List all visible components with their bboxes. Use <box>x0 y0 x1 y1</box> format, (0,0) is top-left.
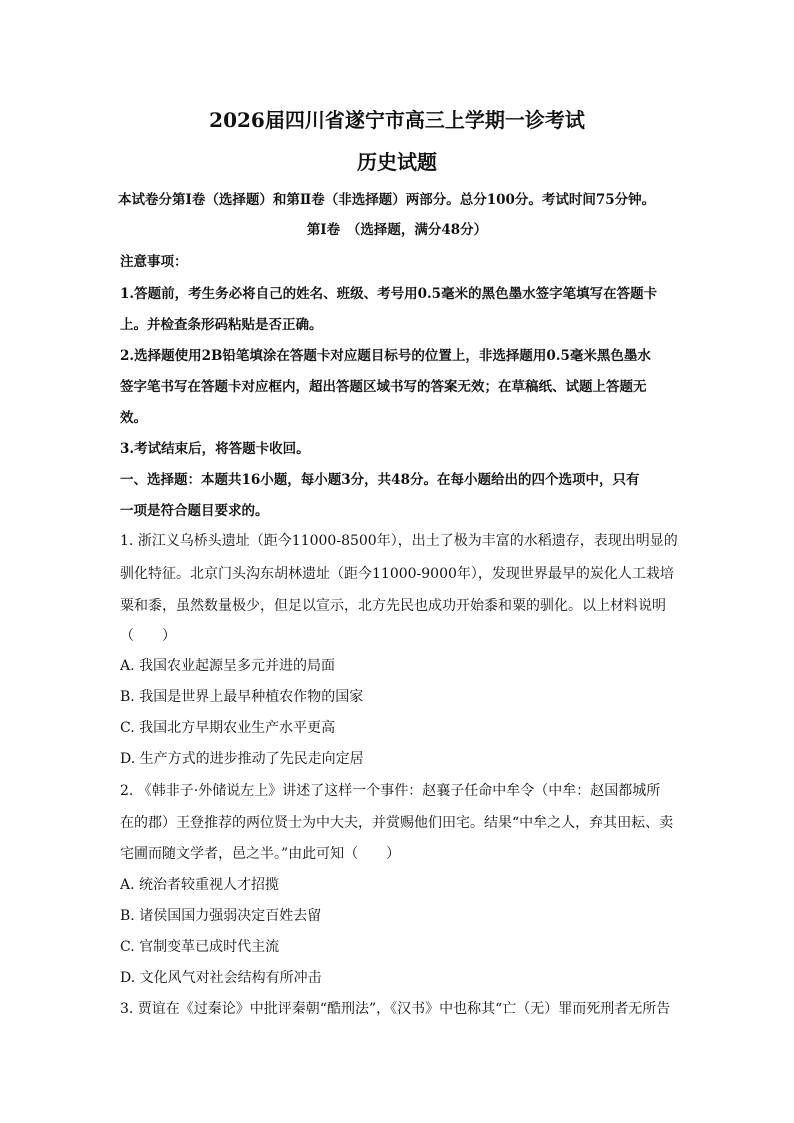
question-1-option-b: B. 我国是世界上最早种植农作物的国家 <box>120 689 364 705</box>
exam-info: 本试卷分第Ⅰ卷（选择题）和第Ⅱ卷（非选择题）两部分。总分100分。考试时间75分钟。 <box>118 192 656 208</box>
question-2-option-a: A. 统治者较重视人才招揽 <box>120 877 280 893</box>
section-title: 第Ⅰ卷 （选择题，满分48分） <box>306 222 488 238</box>
question-1-option-a: A. 我国农业起源呈多元并进的局面 <box>120 658 336 674</box>
question-2-line-2: 在的郡）王登推荐的两位贤士为中大夫，并赏赐他们田宅。结果“中牟之人，弃其田耘、卖 <box>120 815 674 831</box>
notes-heading: 注意事项： <box>120 254 188 270</box>
question-2-line-1: 2. 《韩非子·外储说左上》讲述了这样一个事件：赵襄子任命中牟令（中牟：赵国都城所 <box>120 783 661 799</box>
note-1-line-1: 1.答题前，考生务必将自己的姓名、班级、考号用0.5毫米的黑色墨水签字笔填写在答题卡 <box>120 286 658 302</box>
note-2-line-1: 2.选择题使用2B铅笔填涂在答题卡对应题目标号的位置上，非选择题用0.5毫米黑色墨水 <box>120 348 651 364</box>
question-1-line-1: 1. 浙江义乌桥头遗址（距今11000-8500年），出土了极为丰富的水稻遗存，表现出明显的 <box>120 533 678 549</box>
exam-title: 2026届四川省遂宁市高三上学期一诊考试 <box>209 108 585 132</box>
note-1-line-2: 上。并检查条形码粘贴是否正确。 <box>120 317 323 333</box>
note-2-line-2: 签字笔书写在答题卡对应框内，超出答题区域书写的答案无效；在草稿纸、试题上答题无 <box>120 379 647 395</box>
question-2-line-3: 宅圃而随文学者，邑之半。”由此可知（ ） <box>120 846 401 862</box>
question-1-option-d: D. 生产方式的进步推动了先民走向定居 <box>120 751 364 767</box>
question-1-blank: （ ） <box>120 628 176 644</box>
question-1-option-c: C. 我国北方早期农业生产水平更高 <box>120 720 336 736</box>
question-2-option-b: B. 诸侯国国力强弱决定百姓去留 <box>120 908 322 924</box>
question-2-option-c: C. 官制变革已成时代主流 <box>120 939 280 955</box>
part-1-instructions-line-2: 一项是符合题目要求的。 <box>120 503 269 519</box>
part-1-instructions-line-1: 一、选择题：本题共16小题，每小题3分，共48分。在每小题给出的四个选项中，只有 <box>120 472 640 488</box>
question-3-line-1: 3. 贾谊在《过秦论》中批评秦朝“酷刑法”，《汉书》中也称其“亡（无）罪而死刑者无所告 <box>120 1001 671 1017</box>
question-1-line-3: 粟和黍，虽然数量极少，但足以宣示，北方先民也成功开始黍和粟的驯化。以上材料说明 <box>120 598 666 614</box>
note-2-line-3: 效。 <box>120 410 147 426</box>
question-2-option-d: D. 文化风气对社会结构有所冲击 <box>120 970 322 986</box>
exam-subject: 历史试题 <box>357 150 437 174</box>
note-3: 3.考试结束后，将答题卡收回。 <box>120 441 310 457</box>
question-1-line-2: 驯化特征。北京门头沟东胡林遗址（距今11000-9000年），发现世界最早的炭化人工栽培 <box>120 566 674 582</box>
